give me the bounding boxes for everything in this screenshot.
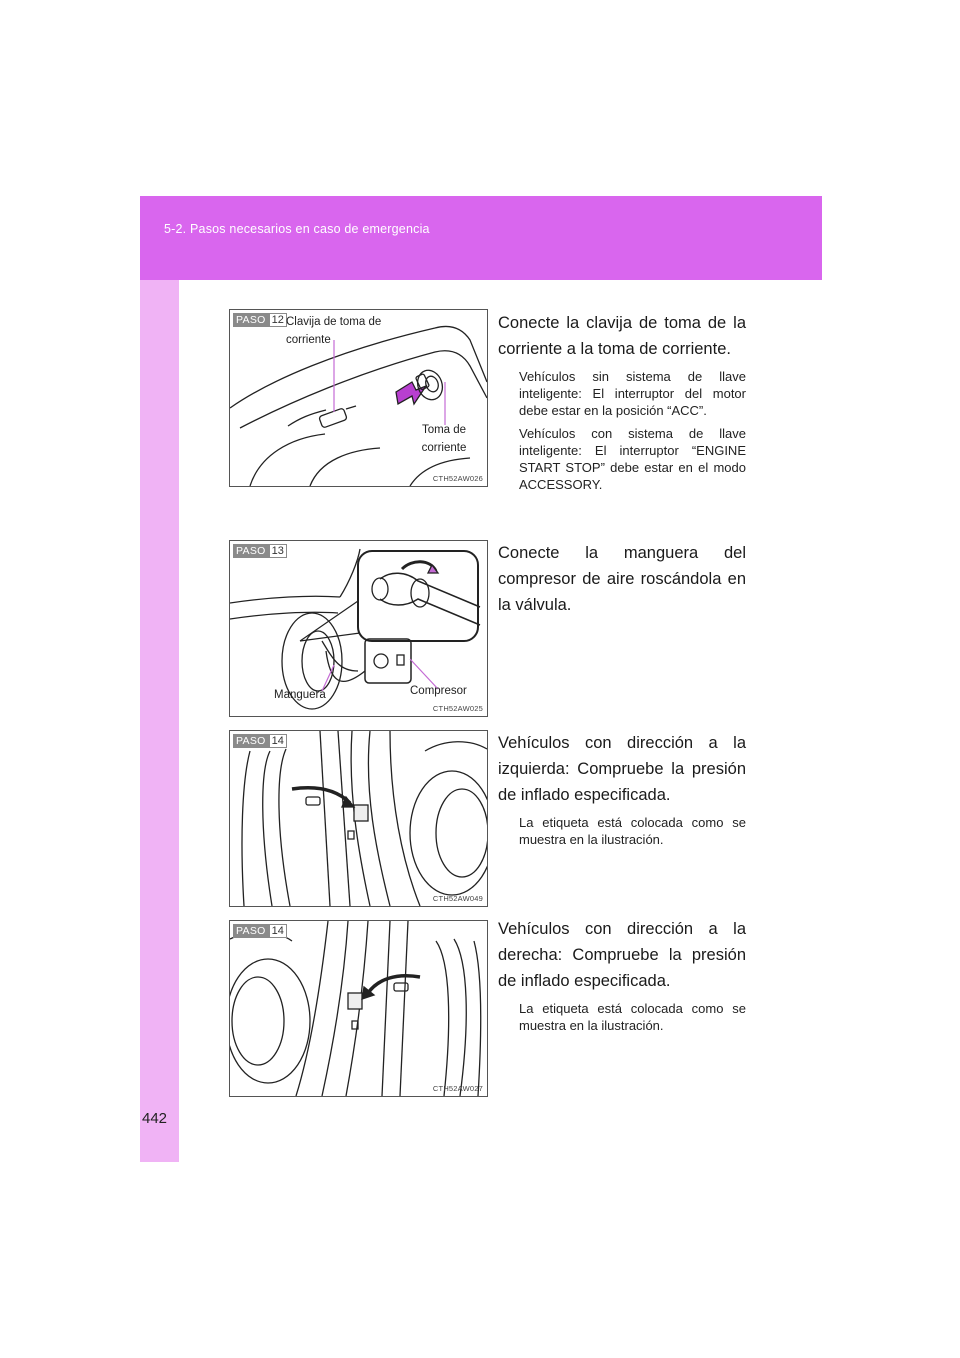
figure-code: CTH52AW049 [432, 894, 483, 903]
step-13-text [498, 540, 746, 622]
step-badge-word: PASO [233, 544, 269, 558]
step-badge-number: 14 [269, 924, 287, 938]
step-badge-word: PASO [233, 734, 269, 748]
step-14-rhd-text [498, 916, 746, 1034]
page-number: 442 [142, 1110, 168, 1127]
step-note: La etiqueta está colocada como se muestra en la ilustración. [519, 1001, 746, 1033]
step-note: La etiqueta está colocada como se muestra en la ilustración. [519, 815, 746, 847]
step-heading: Conecte la clavija de toma de la corriente a la toma de corriente. [498, 314, 746, 358]
step-note: Vehículos con sistema de llave inteligente: El interruptor “ENGINE START STOP” debe estar en el modo ACCESSORY. [519, 426, 746, 492]
step-12-text [498, 310, 746, 493]
step-badge-number: 14 [269, 734, 287, 748]
section-header-bar [140, 196, 822, 280]
step-note: Vehículos sin sistema de llave inteligente: El interruptor del motor debe estar en la posición “ACC”. [519, 369, 746, 418]
figure-step-12 [229, 309, 488, 487]
step-heading: Conecte la manguera del compresor de aire roscándola en la válvula. [498, 544, 746, 614]
callout-socket: Toma de corriente [421, 424, 467, 454]
step-14-lhd-text [498, 730, 746, 848]
callout-hose: Manguera [274, 689, 326, 701]
step-heading: Vehículos con dirección a la derecha: Compruebe la presión de inflado especificada. [498, 920, 746, 990]
figure-code: CTH52AW026 [432, 474, 483, 483]
figure-step-14-lhd [229, 730, 488, 907]
illustration-door-label-lhd [230, 731, 487, 906]
side-strip [140, 280, 179, 1162]
step-badge-word: PASO [233, 924, 269, 938]
step-badge [233, 924, 287, 938]
step-badge-word: PASO [233, 313, 269, 327]
callout-plug: Clavija de toma de corriente [286, 316, 382, 346]
illustration-door-label-rhd [230, 921, 487, 1096]
step-badge [233, 313, 287, 327]
step-badge-number: 13 [269, 544, 287, 558]
figure-code: CTH52AW027 [432, 1084, 483, 1093]
step-heading: Vehículos con dirección a la izquierda: Compruebe la presión de inflado especificada. [498, 734, 746, 804]
figure-step-13 [229, 540, 488, 717]
section-title: 5-2. Pasos necesarios en caso de emergencia [164, 222, 430, 236]
callout-compressor: Compresor [410, 685, 467, 697]
figure-step-14-rhd [229, 920, 488, 1097]
step-badge [233, 544, 287, 558]
step-badge [233, 734, 287, 748]
step-badge-number: 12 [269, 313, 287, 327]
figure-code: CTH52AW025 [432, 704, 483, 713]
